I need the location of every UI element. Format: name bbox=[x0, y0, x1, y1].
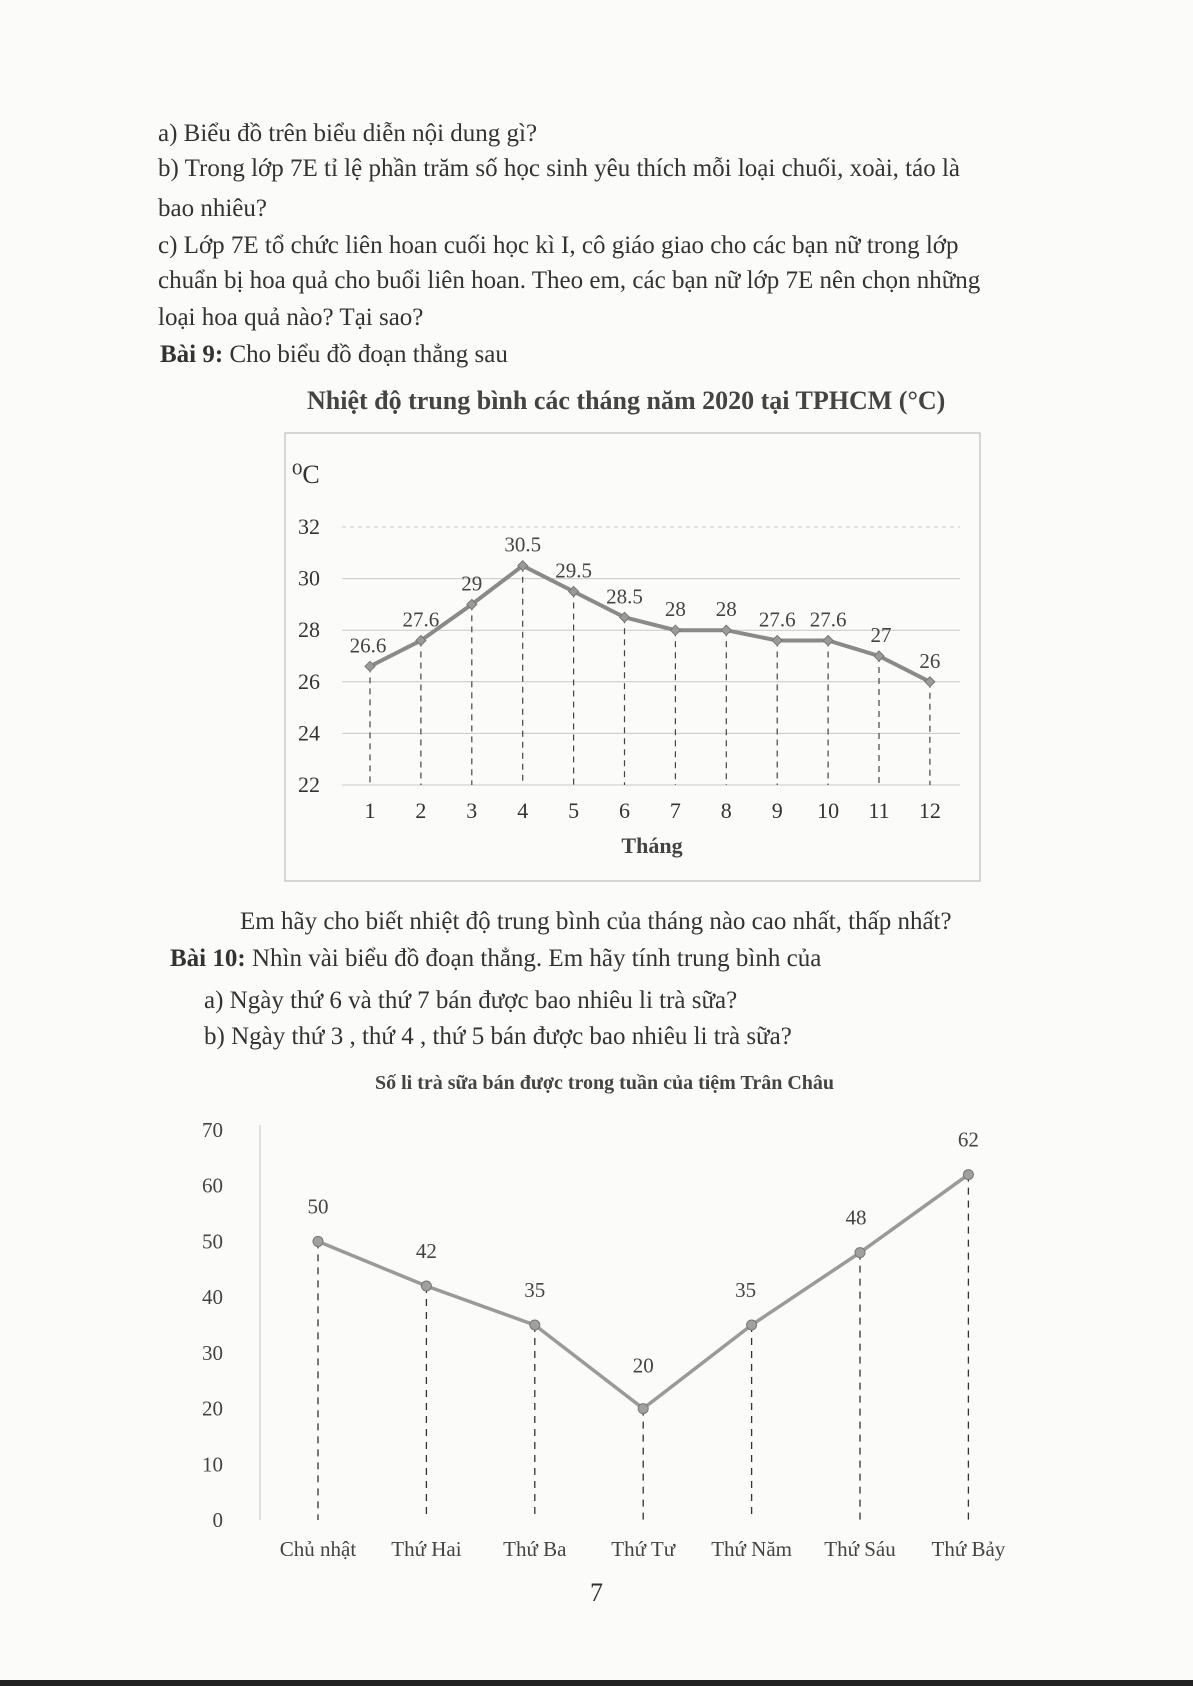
chart2-data-label: 35 bbox=[524, 1278, 546, 1302]
chart2-x-tick-label: Thứ Hai bbox=[391, 1537, 462, 1561]
chart1-data-label: 27.6 bbox=[402, 607, 440, 632]
question-c-line2: chuẩn bị hoa quả cho buổi liên hoan. Theo em, các bạn nữ lớp 7E nên chọn những bbox=[158, 267, 981, 294]
chart2-y-tick-label: 20 bbox=[202, 1396, 223, 1421]
chart2-y-tick-label: 60 bbox=[202, 1173, 223, 1198]
chart2-x-tick-label: Thứ Năm bbox=[711, 1537, 792, 1561]
chart2-x-tick-label: Thứ Bảy bbox=[931, 1537, 1006, 1561]
milk-tea-line-chart bbox=[200, 1105, 1100, 1585]
chart2-point bbox=[530, 1320, 540, 1330]
chart2-point bbox=[855, 1248, 865, 1258]
chart1-y-tick-label: 26 bbox=[298, 668, 320, 694]
chart2-y-tick-label: 40 bbox=[202, 1285, 223, 1310]
chart1-y-tick-label: 32 bbox=[298, 514, 320, 539]
chart1-data-label: 28 bbox=[715, 597, 737, 622]
chart1-y-tick-label: 24 bbox=[298, 720, 320, 746]
question-10-b: b) Ngày thứ 3 , thứ 4 , thứ 5 bán được bao nhiêu li trà sữa? bbox=[204, 1023, 792, 1050]
page-number: 7 bbox=[590, 1578, 603, 1607]
question-b-line1: b) Trong lớp 7E tỉ lệ phần trăm số học sinh yêu thích mỗi loại chuối, xoài, táo là bbox=[158, 155, 961, 182]
chart2-data-label: 20 bbox=[632, 1353, 654, 1378]
chart2-data-label: 48 bbox=[845, 1205, 867, 1230]
chart1-data-label: 26.6 bbox=[349, 633, 387, 658]
chart2-point bbox=[963, 1170, 973, 1180]
chart2-title: Số li trà sữa bán được trong tuần của tiệm Trân Châu bbox=[375, 1072, 835, 1094]
chart1-x-axis-title: Tháng bbox=[621, 833, 683, 858]
question-10-a: a) Ngày thứ 6 và thứ 7 bán được bao nhiêu li trà sữa? bbox=[204, 987, 738, 1014]
chart2-x-tick-label: Thứ Sáu bbox=[824, 1537, 896, 1561]
chart2-y-tick-label: 50 bbox=[202, 1229, 223, 1254]
chart1-x-tick-label: 7 bbox=[669, 798, 681, 823]
question-9: Em hãy cho biết nhiệt độ trung bình của tháng nào cao nhất, thấp nhất? bbox=[240, 908, 952, 935]
chart2-data-label: 35 bbox=[735, 1278, 757, 1302]
chart1-point bbox=[721, 625, 731, 635]
question-b-line2: bao nhiêu? bbox=[158, 195, 267, 222]
chart2-point bbox=[313, 1236, 323, 1246]
chart2-y-tick-label: 0 bbox=[212, 1508, 223, 1532]
chart1-point bbox=[823, 636, 833, 646]
exercise-10-heading bbox=[170, 943, 821, 975]
chart1-x-tick-label: 11 bbox=[868, 798, 890, 823]
chart1-x-tick-label: 10 bbox=[817, 798, 840, 823]
chart1-x-tick-label: 4 bbox=[517, 798, 529, 823]
chart1-x-tick-label: 3 bbox=[466, 798, 478, 823]
chart1-data-label: 27.6 bbox=[758, 607, 796, 632]
chart1-x-tick-label: 9 bbox=[771, 798, 783, 823]
chart1-x-tick-label: 1 bbox=[364, 798, 376, 823]
chart2-x-tick-label: Thứ Tư bbox=[611, 1537, 676, 1561]
chart1-data-label: 27 bbox=[870, 623, 892, 647]
chart2-point bbox=[638, 1404, 648, 1414]
bottom-border bbox=[0, 1680, 1193, 1686]
temperature-line-chart bbox=[280, 425, 985, 885]
chart1-x-tick-label: 2 bbox=[415, 798, 427, 823]
chart2-point bbox=[421, 1281, 431, 1291]
chart1-x-tick-label: 6 bbox=[619, 798, 630, 823]
chart2-x-tick-label: Thứ Ba bbox=[503, 1537, 567, 1561]
chart1-data-label: 28 bbox=[664, 597, 686, 622]
chart2-y-tick-label: 30 bbox=[202, 1340, 223, 1365]
chart1-unit-label: ⁰C bbox=[292, 460, 320, 489]
chart1-title: Nhiệt độ trung bình các tháng năm 2020 tại TPHCM (°C) bbox=[307, 386, 946, 415]
chart2-data-label: 62 bbox=[957, 1127, 979, 1152]
chart1-y-tick-label: 28 bbox=[298, 617, 320, 643]
chart1-data-label: 27.6 bbox=[809, 607, 847, 632]
exercise-9-heading bbox=[160, 339, 508, 371]
exercise-10-text: Nhìn vài biểu đồ đoạn thẳng. Em hãy tính trung bình của bbox=[245, 945, 822, 972]
chart2-data-label: 42 bbox=[415, 1239, 437, 1263]
chart2-data-label: 50 bbox=[307, 1194, 329, 1219]
question-a: a) Biểu đồ trên biểu diễn nội dung gì? bbox=[158, 120, 538, 147]
exercise-9-label: Bài 9: bbox=[160, 341, 224, 368]
exercise-10-label: Bài 10: bbox=[170, 945, 246, 972]
chart1-y-tick-label: 22 bbox=[298, 772, 320, 797]
chart1-x-tick-label: 8 bbox=[720, 798, 732, 823]
chart2-x-tick-label: Chủ nhật bbox=[279, 1537, 357, 1561]
chart2-y-tick-label: 10 bbox=[202, 1452, 223, 1477]
chart1-data-label: 30.5 bbox=[504, 532, 542, 557]
chart1-point bbox=[772, 636, 782, 646]
chart1-x-tick-label: 12 bbox=[918, 798, 941, 823]
chart1-data-label: 28.5 bbox=[606, 584, 643, 609]
question-c-line1: c) Lớp 7E tổ chức liên hoan cuối học kì I, cô giáo giao cho các bạn nữ trong lớp bbox=[158, 232, 959, 259]
chart1-x-tick-label: 5 bbox=[568, 798, 580, 823]
chart1-data-label: 29.5 bbox=[555, 558, 592, 583]
chart1-y-tick-label: 30 bbox=[298, 565, 320, 591]
question-c-line3: loại hoa quả nào? Tại sao? bbox=[158, 304, 424, 331]
chart2-y-tick-label: 70 bbox=[202, 1118, 223, 1142]
exercise-9-text: Cho biểu đồ đoạn thẳng sau bbox=[223, 341, 508, 368]
chart2-point bbox=[747, 1320, 757, 1330]
chart1-data-label: 26 bbox=[919, 648, 941, 673]
chart1-data-label: 29 bbox=[461, 571, 483, 596]
chart1-point bbox=[670, 625, 680, 635]
